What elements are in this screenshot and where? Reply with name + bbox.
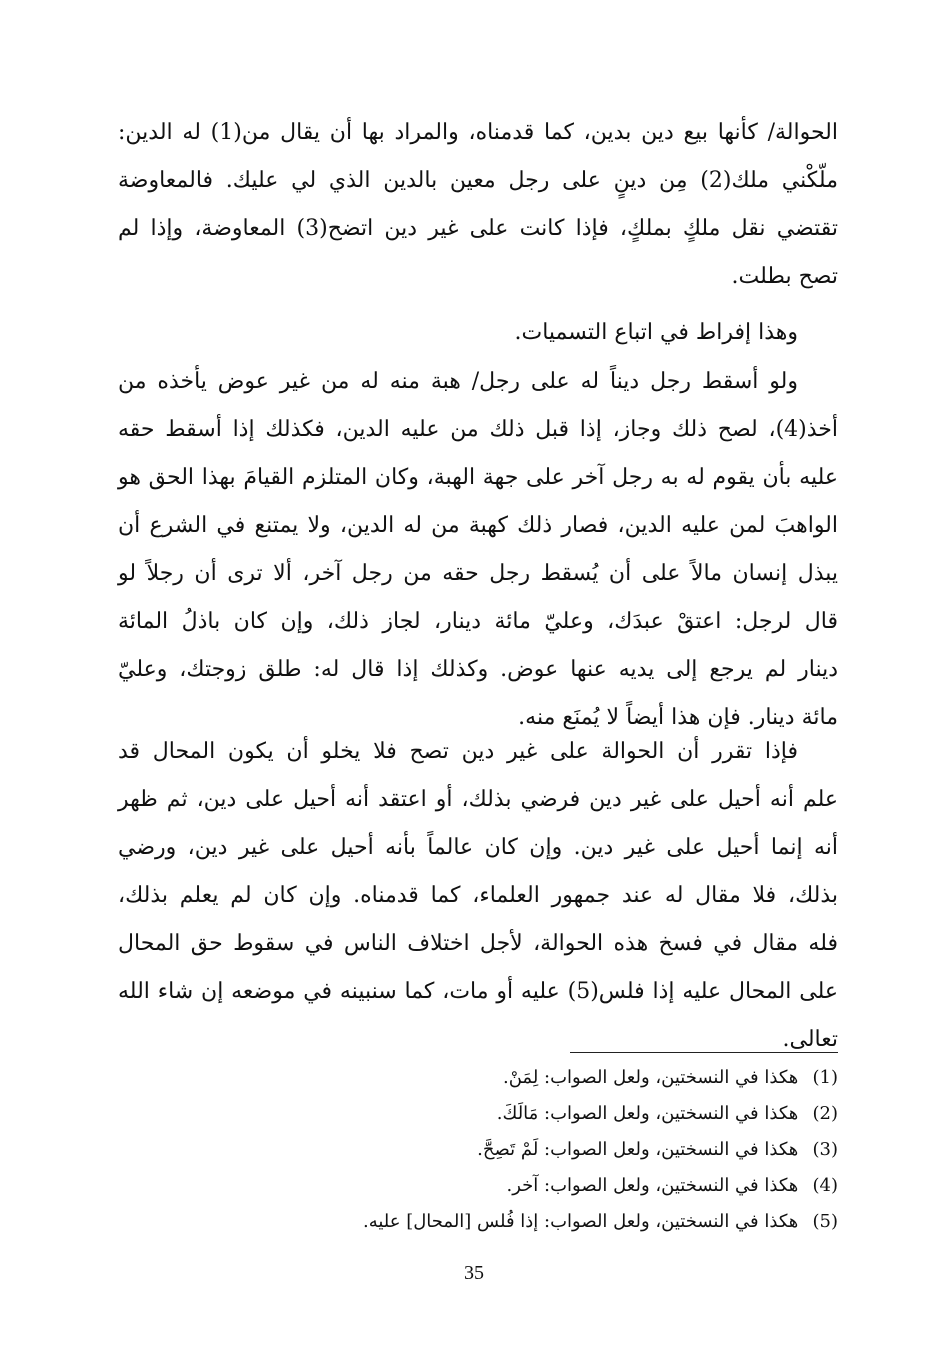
paragraph-4 bbox=[118, 737, 838, 1073]
text-line: تصح بطلت. bbox=[731, 264, 838, 289]
text-line: عليه بأن يقوم له به رجل آخر على جهة الهبة، وكان المتلزم القيامَ بهذا الحق هو bbox=[118, 465, 838, 490]
footnote-divider bbox=[570, 1052, 838, 1053]
footnote-text: هكذا في النسختين، ولعل الصواب: مَالَكَ. bbox=[496, 1103, 799, 1124]
footnote-text: هكذا في النسختين، ولعل الصواب: إذا فُلس [المحال] عليه. bbox=[362, 1211, 799, 1232]
text-line: يبذل إنسان مالاً على أن يُسقط رجل حقه من رجل آخر، ألا ترى أن رجلاً لو bbox=[118, 561, 838, 586]
footnote-1 bbox=[118, 1066, 838, 1102]
footnote-text: هكذا في النسختين، ولعل الصواب: لِمَنْ. bbox=[502, 1067, 799, 1088]
footnote-number: (5) bbox=[812, 1211, 838, 1232]
footnote-text: هكذا في النسختين، ولعل الصواب: لَمْ تَصِحَّ. bbox=[477, 1139, 799, 1160]
footnote-number: (2) bbox=[812, 1103, 838, 1124]
page-number: 35 bbox=[464, 1262, 484, 1284]
text-line: فإذا تقرر أن الحوالة على غير دين تصح فلا يخلو أن يكون المحال قد bbox=[118, 739, 798, 764]
text-line: قال لرجل: اعتقْ عبدَك، وعليّ مائة دينار، لجاز ذلك، وإن كان باذلُ المائة bbox=[118, 609, 838, 634]
text-line: وهذا إفراط في اتباع التسميات. bbox=[514, 320, 798, 345]
paragraph-3 bbox=[118, 367, 838, 751]
footnote-text: هكذا في النسختين، ولعل الصواب: آخر. bbox=[506, 1175, 799, 1196]
text-line: بذلك، فلا مقال له عند جمهور العلماء، كما قدمناه. وإن كان لم يعلم بذلك، bbox=[118, 883, 838, 908]
text-line: علم أنه أحيل على غير دين فرضي بذلك، أو اعتقد أنه أحيل على دين، ثم ظهر bbox=[118, 787, 838, 812]
footnote-2 bbox=[118, 1102, 838, 1138]
text-line: على المحال عليه إذا فلس(5) عليه أو مات، كما سنبينه في موضعه إن شاء الله bbox=[118, 979, 838, 1004]
text-line: الحوالة/ كأنها بيع دين بدين، كما قدمناه، والمراد بها أن يقال من(1) له الدين: bbox=[118, 120, 838, 145]
footnotes bbox=[118, 1066, 838, 1246]
footnote-number: (1) bbox=[812, 1067, 838, 1088]
text-line: فله مقال في فسخ هذه الحوالة، لأجل اختلاف الناس في سقوط حق المحال bbox=[118, 931, 838, 956]
text-line: ولو أسقط رجل ديناً له على رجل/ هبة منه له من غير عوض يأخذه من bbox=[118, 369, 798, 394]
footnote-number: (4) bbox=[812, 1175, 838, 1196]
footnote-5 bbox=[118, 1210, 838, 1246]
text-line: تقتضي نقل ملكٍ بملكٍ، فإذا كانت على غير دين اتضح(3) المعاوضة، وإذا لم bbox=[118, 216, 839, 241]
paragraph-2 bbox=[118, 318, 838, 366]
text-line: أخذ(4)، لصح ذلك وجاز، إذا قبل ذلك من عليه الدين، فكذلك إذا أسقط حقه bbox=[118, 417, 838, 442]
text-line: الواهبَ لمن عليه الدين، فصار ذلك كهبة من له الدين، ولا يمتنع في الشرع أن bbox=[118, 513, 838, 538]
text-line: أنه إنما أحيل على غير دين. وإن كان عالماً بأنه أحيل على غير دين، ورضي bbox=[118, 835, 838, 860]
text-line: ملّكْني ملك(2) مِن دينٍ على رجل معين بالدين الذي لي عليك. فالمعاوضة bbox=[118, 168, 838, 193]
footnote-number: (3) bbox=[812, 1139, 838, 1160]
text-line: تعالى. bbox=[782, 1027, 838, 1052]
paragraph-1 bbox=[118, 118, 838, 310]
footnote-4 bbox=[118, 1174, 838, 1210]
footnote-3 bbox=[118, 1138, 838, 1174]
text-line: مائة دينار. فإن هذا أيضاً لا يُمنَع منه. bbox=[518, 705, 838, 730]
text-line: دينار لم يرجع إلى يديه عنها عوض. وكذلك إذا قال له: طلق زوجتك، وعليّ bbox=[118, 657, 838, 682]
